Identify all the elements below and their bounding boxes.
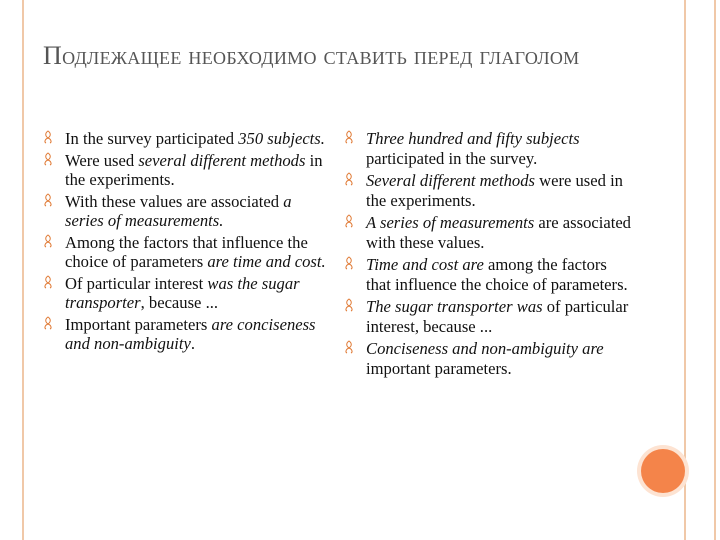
text: With these values are associated (65, 191, 284, 211)
flower-bullet-icon (42, 234, 54, 248)
flower-bullet-icon (42, 193, 54, 207)
left-bullet-list (42, 129, 327, 354)
flower-bullet-icon (42, 316, 54, 330)
text: Important parameters (65, 314, 212, 334)
right-list-item (343, 129, 633, 168)
italic-text: are conciseness and non-ambiguity (65, 314, 316, 353)
flower-bullet-icon (42, 275, 54, 289)
left-list-item (42, 315, 327, 354)
left-list-item (42, 151, 327, 190)
italic-text: a series of measurements. (65, 191, 292, 230)
text: were used in the experiments. (366, 171, 623, 210)
italic-text: are time and cost. (207, 252, 326, 271)
text: participated in the survey. (366, 148, 538, 168)
flower-bullet-icon (343, 298, 355, 312)
right-bullet-list (343, 129, 633, 378)
text: Of particular interest (65, 273, 208, 293)
italic-text: Several different methods (366, 171, 535, 190)
left-list-item (42, 233, 327, 272)
slide-frame-left (0, 0, 24, 540)
flower-bullet-icon (343, 214, 355, 228)
right-list-item (343, 297, 633, 336)
italic-text: several different methods (138, 150, 306, 170)
italic-text: Conciseness and non-ambiguity are (366, 339, 604, 358)
left-column (42, 129, 327, 356)
left-list-item (42, 274, 327, 313)
text: In the survey participated (65, 129, 239, 148)
text: among the factors that influence the choice of parameters. (366, 255, 628, 294)
right-list-item (343, 255, 633, 294)
left-list-item (42, 129, 327, 149)
italic-text: 350 subjects. (238, 129, 325, 148)
italic-text: was the sugar transporter (65, 273, 300, 312)
left-list-item (42, 192, 327, 231)
text: important parameters. (366, 358, 512, 378)
slide-title: Подлежащее необходимо ставить перед глаголом (43, 41, 580, 70)
right-column (343, 129, 633, 381)
flower-bullet-icon (42, 152, 54, 166)
text: , because ... (140, 293, 219, 312)
right-list-item (343, 339, 633, 378)
italic-text: Three hundred and fifty subjects (366, 129, 580, 148)
text: . (190, 334, 195, 353)
right-list-item (343, 213, 633, 252)
italic-text: Time and cost are (366, 255, 484, 274)
italic-text: A series of measurements (366, 213, 535, 232)
right-list-item (343, 171, 633, 210)
italic-text: The sugar transporter was (366, 297, 543, 316)
text: are associated with these values. (366, 213, 631, 252)
flower-bullet-icon (343, 172, 355, 186)
flower-bullet-icon (343, 340, 355, 354)
slide-frame-right (684, 0, 716, 540)
decorative-orange-circle (641, 449, 685, 493)
text: Were used (65, 150, 139, 170)
text: of particular interest, because ... (366, 297, 629, 336)
flower-bullet-icon (343, 130, 355, 144)
flower-bullet-icon (343, 256, 355, 270)
flower-bullet-icon (42, 130, 54, 144)
text: Among the factors that influence the choice of parameters (65, 232, 308, 271)
text: in the experiments. (65, 150, 323, 189)
